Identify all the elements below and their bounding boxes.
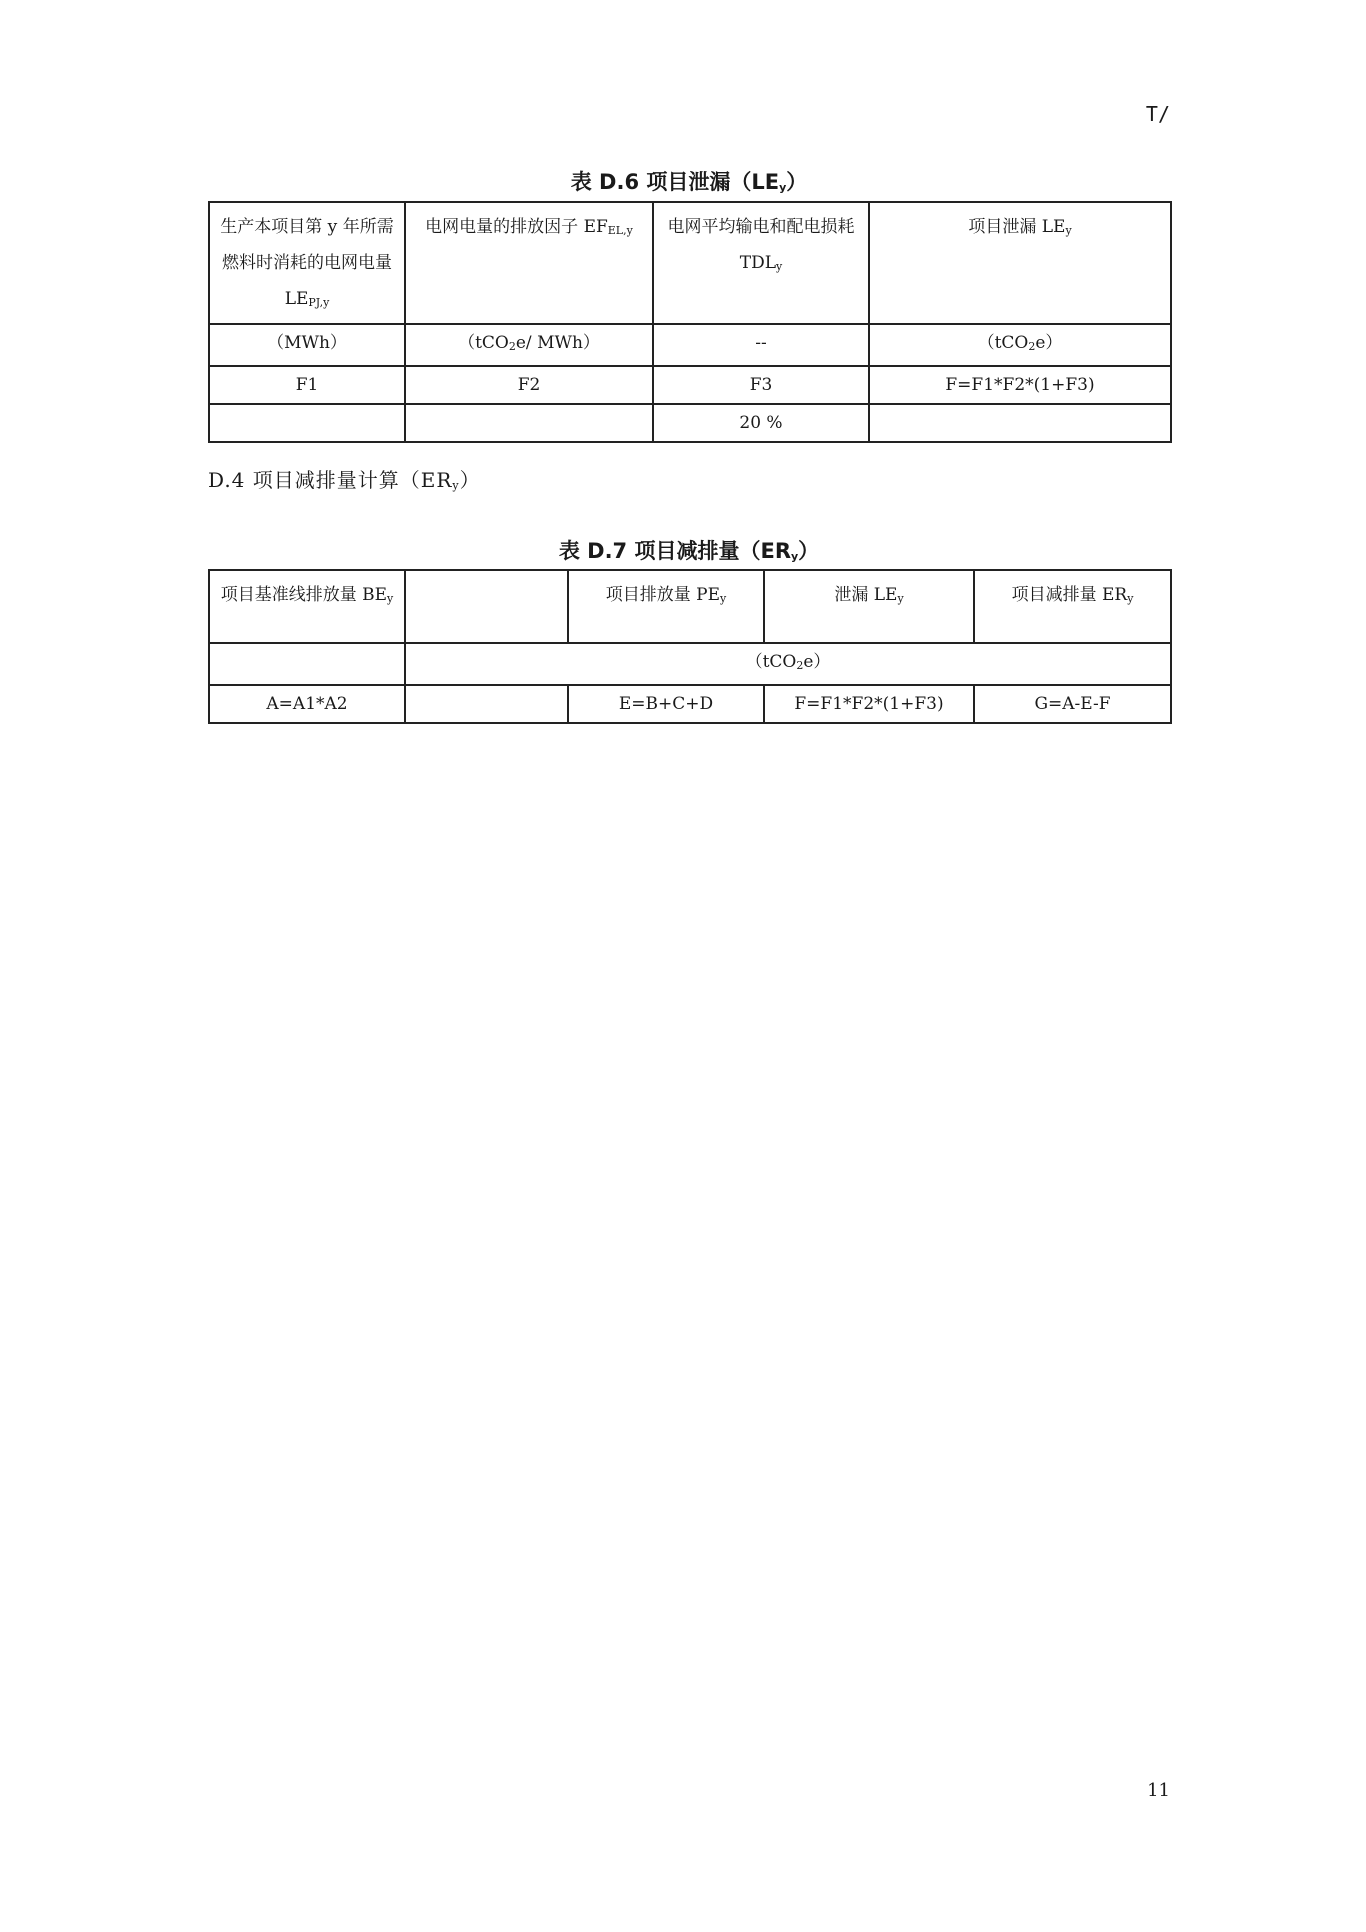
table-d6-header-cell: 生产本项目第 y 年所需燃料时消耗的电网电量 LEPJ,y: [209, 202, 405, 324]
table-d6: [208, 201, 1172, 443]
table-d6-code-row: [209, 366, 1171, 404]
table-d7-code-cell: A=A1*A2: [209, 685, 405, 723]
table-d7-header-cell: 项目基准线排放量 BEy: [209, 570, 405, 643]
table-d6-header-cell: 电网电量的排放因子 EFEL,y: [405, 202, 653, 324]
table-d7-code-cell: [405, 685, 568, 723]
table-d6-unit-cell: （tCO2e）: [869, 324, 1171, 366]
table-d6-code-cell: F1: [209, 366, 405, 404]
table-d7-unit-empty-cell: [209, 643, 405, 685]
table-d7-header-cell: 泄漏 LEy: [764, 570, 974, 643]
table-d6-value-cell: [405, 404, 653, 442]
table-d6-header-row: [209, 202, 1171, 324]
table-d7-header-row: [209, 570, 1171, 643]
document-code: T/: [1145, 102, 1170, 126]
table-d6-value-row: [209, 404, 1171, 442]
table-d6-code-cell: F2: [405, 366, 653, 404]
table-d7-code-row: [209, 685, 1171, 723]
page-number: 11: [1147, 1780, 1170, 1801]
table-d6-code-cell: F3: [653, 366, 869, 404]
table-d7-code-cell: E=B+C+D: [568, 685, 764, 723]
table-d6-unit-cell: （MWh）: [209, 324, 405, 366]
table-d6-code-cell: F=F1*F2*(1+F3): [869, 366, 1171, 404]
table-d6-value-cell: [209, 404, 405, 442]
section-d4-heading: D.4 项目减排量计算（ERy）: [208, 468, 481, 492]
table-d7-title: 表 D.7 项目减排量（ERy）: [558, 539, 820, 563]
table-d6-unit-cell: （tCO2e/ MWh）: [405, 324, 653, 366]
table-d7-header-cell: [405, 570, 568, 643]
table-d7-header-cell: 项目排放量 PEy: [568, 570, 764, 643]
table-d6-value-cell: 20 %: [653, 404, 869, 442]
table-d6-unit-cell: --: [653, 324, 869, 366]
table-d7: [208, 569, 1172, 724]
table-d6-header-cell: 电网平均输电和配电损耗 TDLy: [653, 202, 869, 324]
table-d7-unit-cell: （tCO2e）: [405, 643, 1171, 685]
table-d6-unit-row: [209, 324, 1171, 366]
table-d6-value-cell: [869, 404, 1171, 442]
table-d7-code-cell: G=A-E-F: [974, 685, 1171, 723]
table-d7-code-cell: F=F1*F2*(1+F3): [764, 685, 974, 723]
table-d7-header-cell: 项目减排量 ERy: [974, 570, 1171, 643]
table-d6-title: 表 D.6 项目泄漏（LEy）: [570, 170, 808, 194]
table-d7-unit-row: [209, 643, 1171, 685]
table-d6-header-cell: 项目泄漏 LEy: [869, 202, 1171, 324]
